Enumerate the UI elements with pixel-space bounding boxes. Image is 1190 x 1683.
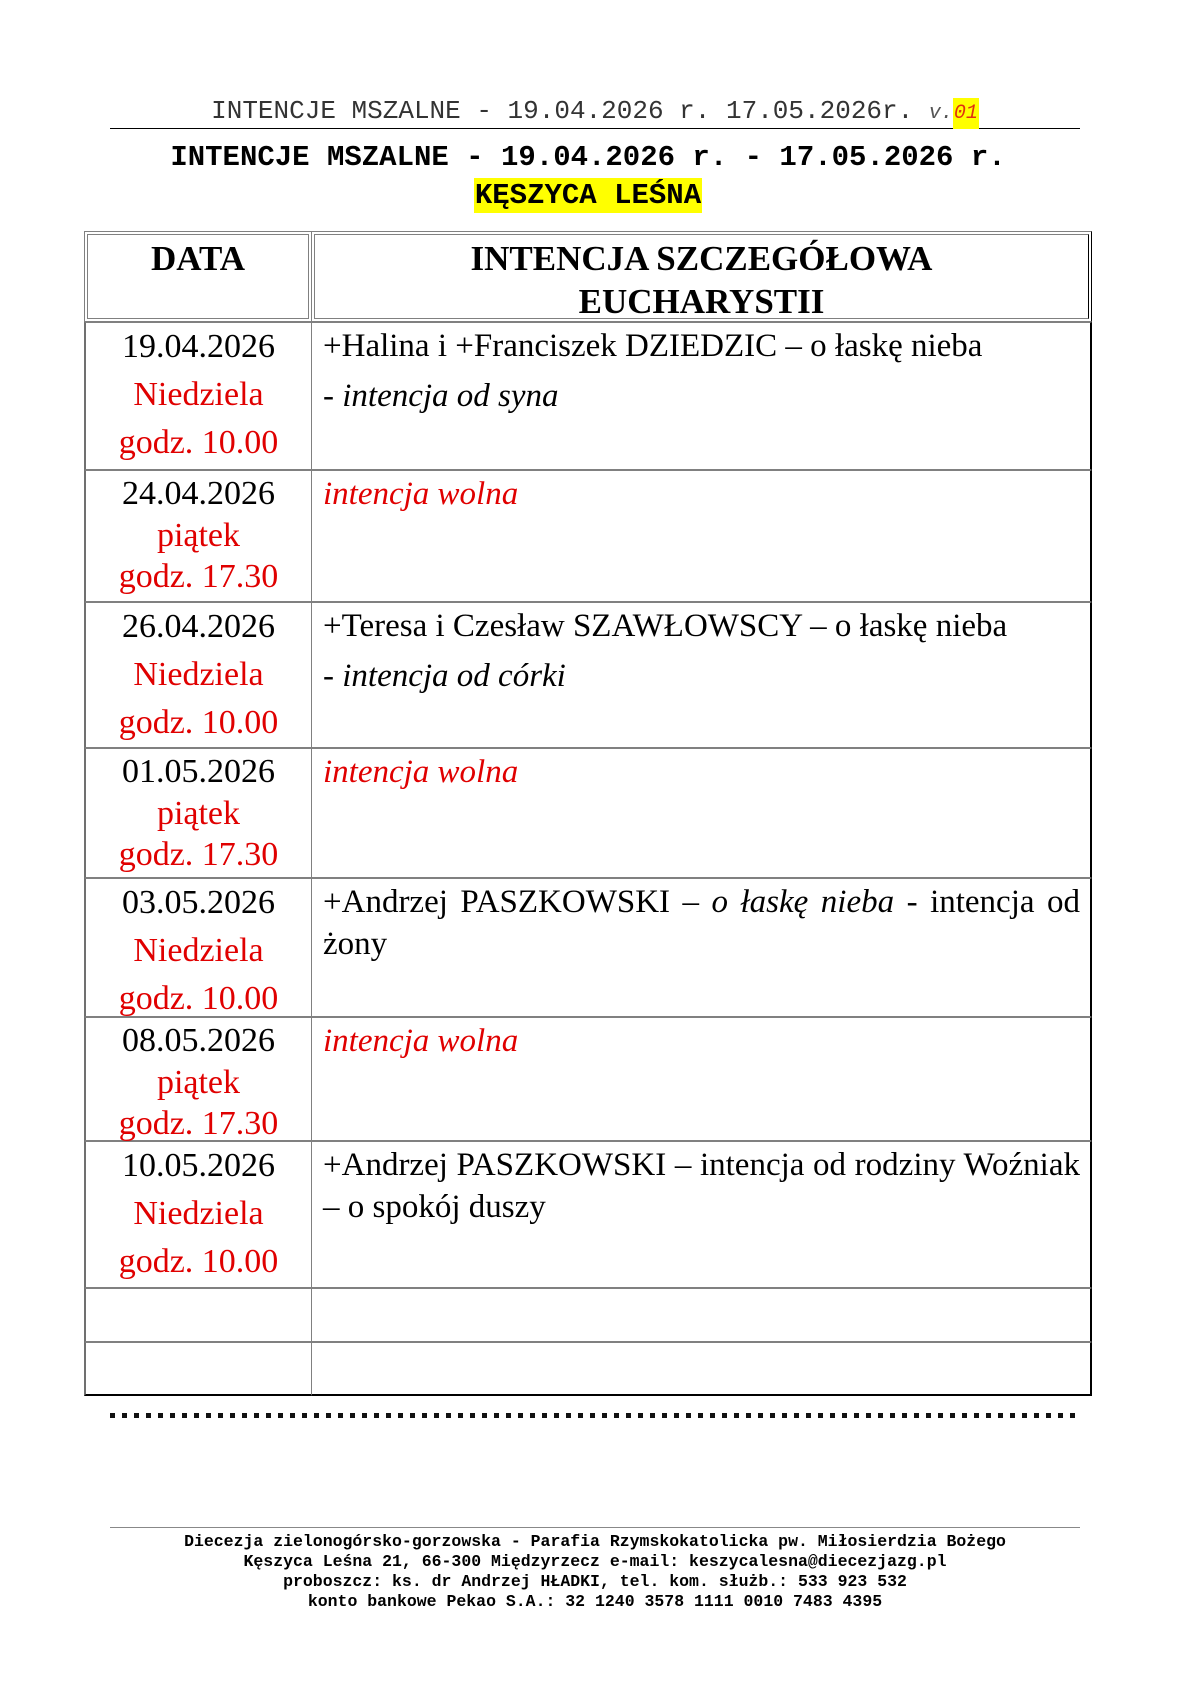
date: 10.05.2026 [122, 1147, 275, 1184]
date-cell [84, 1017, 312, 1141]
intention-text [323, 881, 1080, 965]
weekday: Niedziela [133, 656, 264, 693]
mass-time: godz. 17.30 [118, 1105, 279, 1142]
free-intention: intencja wolna [323, 1023, 519, 1059]
intention-cell [311, 1017, 1092, 1141]
date-cell [84, 602, 312, 748]
weekday: Niedziela [133, 932, 264, 969]
date: 19.04.2026 [122, 328, 275, 365]
date-cell [84, 1141, 312, 1288]
empty-intention-cell [311, 1342, 1092, 1396]
intention-cell [311, 602, 1092, 748]
table-row-empty [84, 1288, 1092, 1342]
mass-time: godz. 17.30 [118, 558, 279, 595]
date: 03.05.2026 [122, 884, 275, 921]
intention-note-italic: intencja od córki [342, 658, 566, 694]
mass-time: godz. 17.30 [118, 836, 279, 873]
footer [110, 1532, 1080, 1612]
mass-time: godz. 10.00 [118, 980, 279, 1017]
table-header-row [84, 231, 1092, 322]
dotted-separator [110, 1413, 1078, 1418]
footer-divider [110, 1527, 1080, 1528]
intention-text: +Teresa i Czesław SZAWŁOWSCY – o łaskę nieba [323, 608, 1008, 644]
date: 01.05.2026 [122, 753, 275, 790]
running-header-text: INTENCJE MSZALNE - 19.04.2026 r. 17.05.2026r. [211, 96, 914, 126]
date: 24.04.2026 [122, 475, 275, 512]
date-cell [84, 470, 312, 602]
table-row [84, 878, 1092, 1017]
footer-line-address: Kęszyca Leśna 21, 66-300 Międzyrzecz e-mail: keszycalesna@diecezjazg.pl [243, 1552, 947, 1571]
date-cell [84, 878, 312, 1017]
intention-cell [311, 878, 1092, 1017]
header-intention-line1: INTENCJA SZCZEGÓŁOWA [470, 239, 933, 278]
empty-intention-cell [311, 1288, 1092, 1342]
intention-text: +Halina i +Franciszek DZIEDZIC – o łaskę nieba [323, 328, 983, 364]
intention-note-prefix: - [323, 658, 343, 694]
date-cell [84, 322, 312, 470]
weekday: Niedziela [133, 376, 264, 413]
weekday: piątek [156, 1064, 241, 1101]
intention-text-part-a: +Andrzej PASZKOWSKI – [323, 884, 712, 920]
header-date-label: DATA [151, 239, 245, 278]
document-title: INTENCJE MSZALNE - 19.04.2026 r. - 17.05.2026 r. [170, 141, 1006, 174]
table-row [84, 322, 1092, 470]
intention-note [323, 647, 1080, 705]
intention-cell [311, 748, 1092, 878]
empty-date-cell [84, 1288, 312, 1342]
place-wrapper [84, 178, 1092, 213]
free-intention: intencja wolna [323, 754, 519, 790]
version-number: 01 [953, 98, 979, 129]
table-row-empty [84, 1342, 1092, 1396]
table-row [84, 748, 1092, 878]
intention-text-italic: o łaskę nieba [711, 884, 895, 920]
table-row [84, 1141, 1092, 1288]
intention-text-part-c: - intencja od żony [323, 884, 1081, 962]
mass-time: godz. 10.00 [118, 424, 279, 461]
footer-line-bank: konto bankowe Pekao S.A.: 32 1240 3578 1111 0010 7483 4395 [307, 1592, 883, 1611]
intention-text: +Andrzej PASZKOWSKI – intencja od rodziny Woźniak – o spokój duszy [323, 1147, 1080, 1225]
date-cell [84, 748, 312, 878]
weekday: Niedziela [133, 1195, 264, 1232]
intention-cell [311, 322, 1092, 470]
intention-cell [311, 1141, 1092, 1288]
version-prefix: v. [928, 102, 953, 125]
intention-note-prefix: - [323, 378, 343, 414]
free-intention: intencja wolna [323, 476, 519, 512]
intention-note [323, 367, 1080, 425]
table-row [84, 470, 1092, 602]
empty-date-cell [84, 1342, 312, 1396]
weekday: piątek [156, 795, 241, 832]
intention-note-italic: intencja od syna [342, 378, 559, 414]
header-cell-date [84, 231, 312, 322]
mass-time: godz. 10.00 [118, 1243, 279, 1280]
weekday: piątek [156, 517, 241, 554]
header-intention-label [315, 235, 1088, 323]
place-name: KĘSZYCA LEŚNA [474, 179, 702, 212]
footer-line-pastor: proboszcz: ks. dr Andrzej HŁADKI, tel. kom. służb.: 533 923 532 [283, 1572, 907, 1591]
header-intention-line2: EUCHARYSTII [578, 282, 825, 321]
date: 08.05.2026 [122, 1022, 275, 1059]
running-header [110, 94, 1080, 129]
date: 26.04.2026 [122, 608, 275, 645]
table-row [84, 602, 1092, 748]
header-cell-intention [311, 231, 1092, 322]
intention-cell [311, 470, 1092, 602]
footer-line-diocese: Diecezja zielonogórsko-gorzowska - Parafia Rzymskokatolicka pw. Miłosierdzia Bożego [184, 1532, 1006, 1551]
table-row [84, 1017, 1092, 1141]
mass-time: godz. 10.00 [118, 704, 279, 741]
